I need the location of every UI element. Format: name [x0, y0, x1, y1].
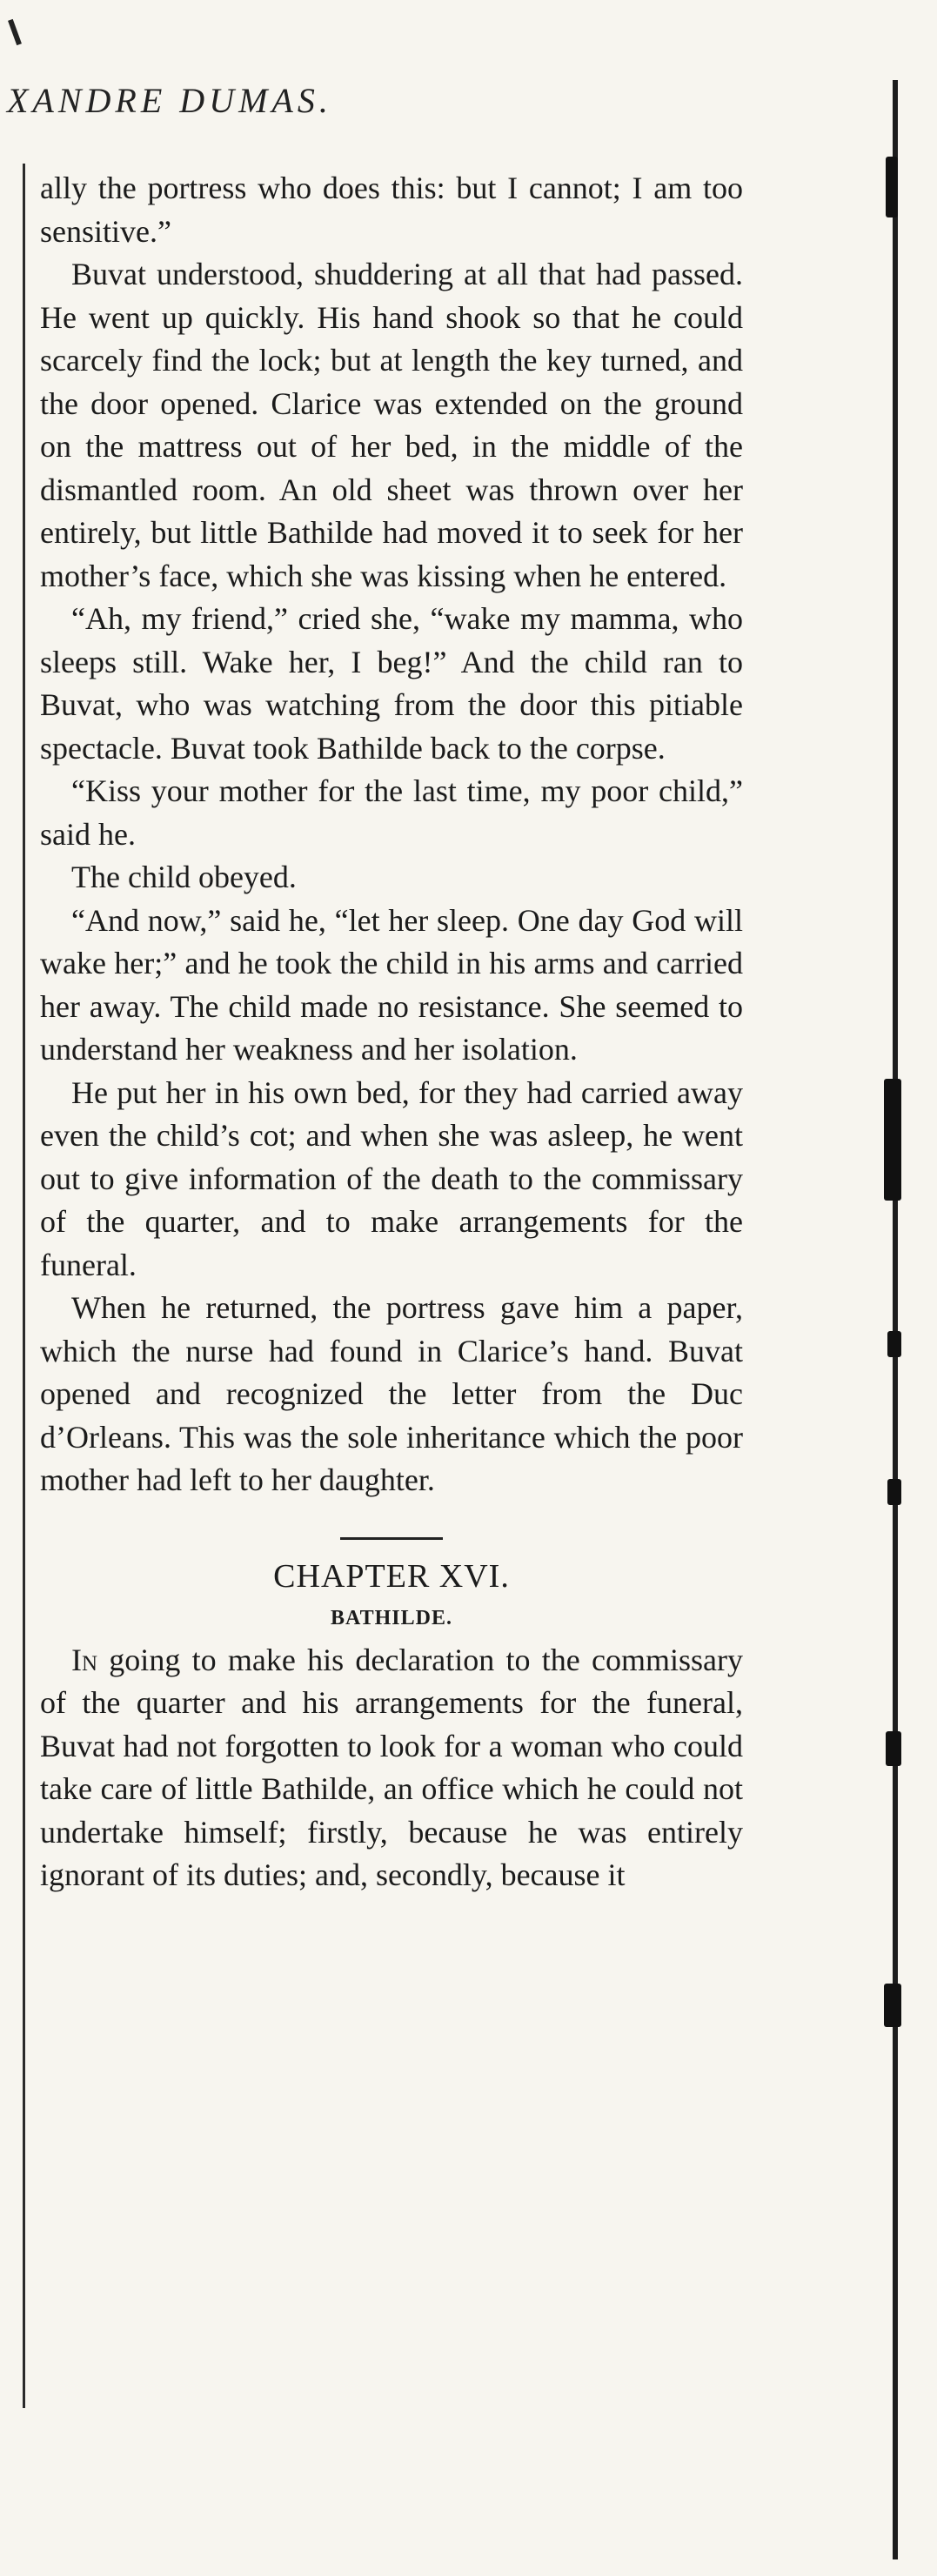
paragraph: When he returned, the portress gave him a paper, which the nurse had found in Clarice’s hand. Buvat opened and recognized the letter from the Duc d’Orleans. This was the sole inheritance which the poor mother had left to her daughter. [40, 1290, 743, 1497]
paragraph: “Kiss your mother for the last time, my poor child,” said he. [40, 773, 743, 852]
edge-blot [884, 1079, 901, 1201]
chapter-title: CHAPTER XVI. [273, 1557, 510, 1595]
running-head: XANDRE DUMAS. [7, 81, 332, 120]
paragraph: “Ah, my friend,” cried she, “wake my mamma, who sleeps still. Wake her, I beg!” And the child ran to Buvat, who was watching from the door this pitiable spectacle. Buvat took Bathilde back to the corpse. [40, 601, 743, 766]
column-rule [23, 164, 25, 2408]
edge-blot [886, 1731, 901, 1766]
paragraph [40, 1639, 743, 1897]
edge-blot [887, 1479, 901, 1505]
paragraph-text: going to make his declaration to the commissary of the quarter and his arrangements for the funeral, Buvat had not forgotten to look for a woman who could take care of little Bathilde, an office which he could not undertake himself; firstly, because he was entirely ignorant of its duties; and, secondly, because it [40, 1642, 743, 1892]
paragraph: ally the portress who does this: but I cannot; I am too sensitive.” [40, 171, 743, 249]
paragraph: He put her in his own bed, for they had carried away even the child’s cot; and when she was asleep, he went out to give information of the death to the commissary of the quarter, and to make arrangements for the funeral. [40, 1074, 743, 1282]
ink-mark [8, 19, 22, 45]
drop-lead: In [71, 1642, 98, 1677]
article-column [40, 167, 743, 1897]
page-edge-rule [893, 80, 898, 2559]
paragraph: The child obeyed. [71, 860, 297, 894]
paragraph: Buvat understood, shuddering at all that had passed. He went up quickly. His hand shook so that he could scarcely find the lock; but at length the key turned, and the door opened. Clarice was extended on the ground on the mattress out of her bed, in the middle of the dismantled room. An old sheet was thrown over her entirely, but little Bathilde had moved it to seek for her mother’s face, which she was kissing when he entered. [40, 257, 743, 593]
paragraph: “And now,” said he, “let her sleep. One day God will wake her;” and he took the child in his arms and carried her away. The child made no resistance. She seemed to understand her weakness and her isolation. [40, 902, 743, 1067]
section-divider [340, 1537, 443, 1540]
edge-blot [886, 157, 898, 217]
edge-blot [887, 1331, 901, 1357]
edge-blot [884, 1984, 901, 2027]
chapter-subtitle: BATHILDE. [331, 1606, 452, 1629]
